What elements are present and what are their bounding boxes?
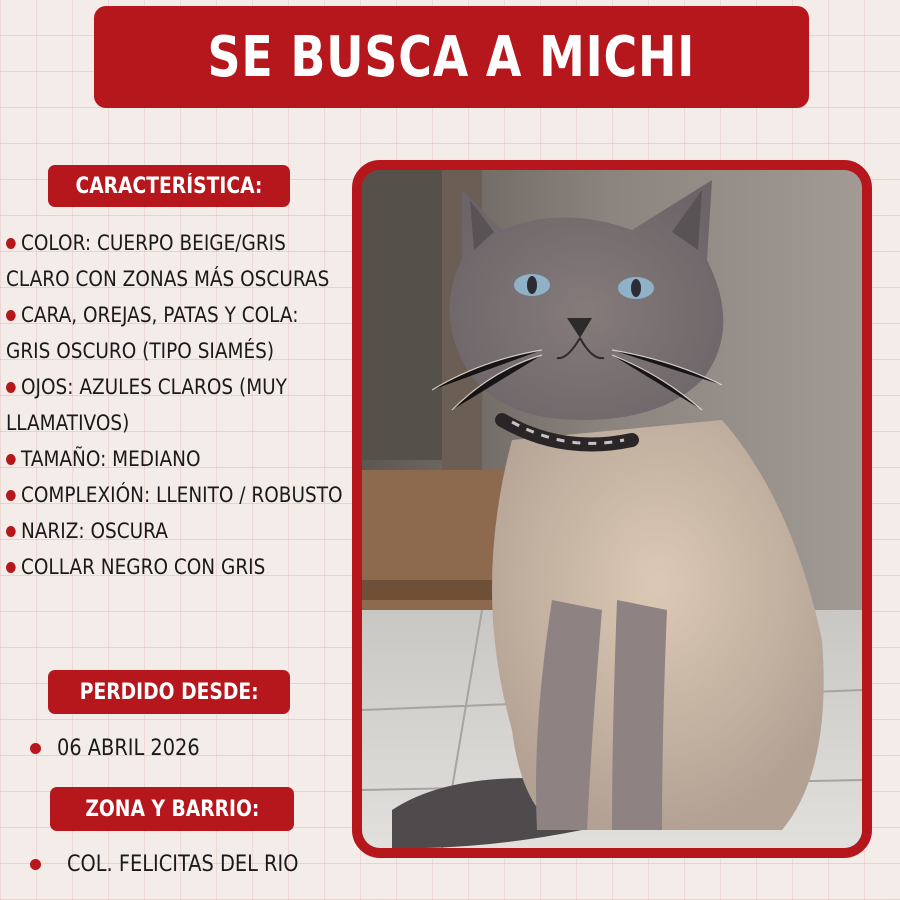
bullet-dot-icon: [6, 310, 16, 321]
bullet-dot-icon: [6, 562, 16, 573]
list-item: TAMAÑO: MEDIANO: [6, 441, 346, 477]
list-item: COLLAR NEGRO CON GRIS: [6, 549, 346, 585]
list-item: CARA, OREJAS, PATAS Y COLA: GRIS OSCURO (TIPO SIAMÉS): [6, 303, 299, 363]
zona-label-text: ZONA Y BARRIO:: [84, 796, 259, 822]
list-item: COLOR: CUERPO BEIGE/GRIS CLARO CON ZONAS MÁS OSCURAS: [6, 231, 330, 291]
caracteristica-label-text: CARACTERÍSTICA:: [75, 173, 263, 199]
bullet-dot-icon: [6, 382, 16, 393]
list-item: OJOS: AZULES CLAROS (MUY LLAMATIVOS): [6, 375, 287, 435]
location: COL. FELICITAS DEL RIO: [30, 852, 330, 877]
bullet-dot-icon: [6, 238, 16, 249]
bullet-dot-icon: [6, 454, 16, 465]
bullet-dot-icon: [30, 743, 41, 754]
perdido-desde-label-text: PERDIDO DESDE:: [79, 679, 259, 705]
bullet-dot-icon: [30, 859, 41, 870]
zona-label: [50, 787, 294, 831]
perdido-desde-label: [48, 670, 290, 714]
bullet-dot-icon: [6, 490, 16, 501]
lost-date: 06 ABRIL 2026: [30, 736, 219, 761]
list-item: NARIZ: OSCURA: [6, 513, 346, 549]
title-banner: [94, 6, 809, 108]
list-item: COMPLEXIÓN: LLENITO / ROBUSTO: [6, 477, 346, 513]
bullet-dot-icon: [6, 526, 16, 537]
characteristics-list: [6, 225, 346, 585]
cat-photo-frame: [352, 160, 872, 858]
page-title: SE BUSCA A MICHI: [207, 24, 696, 90]
caracteristica-label: [48, 165, 290, 207]
cat-photo: [362, 170, 862, 848]
